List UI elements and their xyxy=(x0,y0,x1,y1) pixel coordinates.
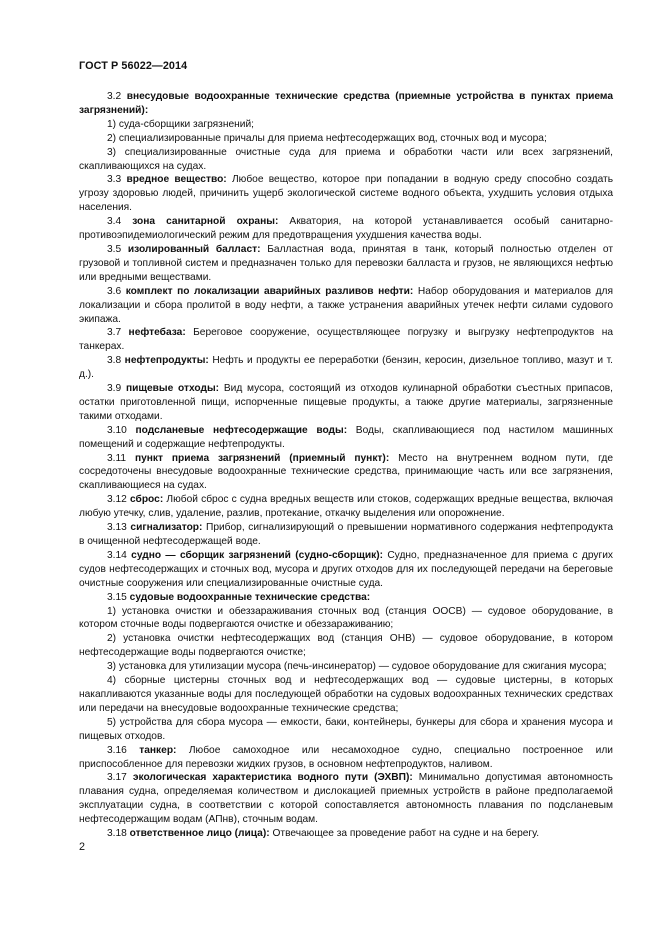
clause-number: 3.17 xyxy=(107,772,127,784)
definition-text: Место на внутреннем водном пути, где сосредоточены внесудовые водоохранные технические средства, принимающие часть или все загрязнения, скапливающиеся на судах. xyxy=(79,452,613,492)
list-item xyxy=(79,146,613,174)
definition-text: 2) установка очистки нефтесодержащих вод (станция ОНВ) — судовое оборудование, в котором нефтесодержащие воды подвергаются очистке; xyxy=(79,633,613,659)
clause-number: 3.6 xyxy=(107,285,122,297)
clause-number: 3.13 xyxy=(107,522,127,534)
clause-number: 3.14 xyxy=(107,549,127,561)
defined-term: сигнализатор: xyxy=(130,522,203,534)
clause-number: 3.15 xyxy=(107,591,127,603)
clause-number: 3.11 xyxy=(107,452,127,464)
definition-paragraph xyxy=(79,591,613,605)
definition-text: 5) устройства для сбора мусора — емкости, баки, контейнеры, бункеры для сбора и хранения мусора и пищевых отходов. xyxy=(79,716,613,742)
page-number: 2 xyxy=(79,841,86,853)
clause-number: 3.2 xyxy=(107,91,122,102)
defined-term: внесудовые водоохранные технические средства (приемные устройства в пунктах приема загрязнений): xyxy=(79,91,613,116)
definition-text: 3) специализированные очистные суда для приема и обработки части или всех загрязнений, скапливающихся на судах. xyxy=(79,146,613,172)
definition-text: 2) специализированные причалы для приема нефтесодержащих вод, сточных вод и мусора; xyxy=(107,132,547,144)
definition-paragraph xyxy=(79,521,613,549)
definition-text: Нефть и продукты ее переработки (бензин, керосин, дизельное топливо, мазут и т. д.). xyxy=(79,355,613,381)
definition-text: 3) установка для утилизации мусора (печь-инсинератор) — судовое оборудование для сжигания мусора; xyxy=(107,661,607,673)
defined-term: сброс: xyxy=(130,494,164,506)
definition-text: Набор оборудования и материалов для локализации и сбора пролитой в воду нефти, а также устранения аварийных утечек нефти силами судового экипажа. xyxy=(79,285,613,325)
definition-paragraph xyxy=(79,173,613,215)
defined-term: судовые водоохранные технические средства: xyxy=(129,591,371,603)
definition-paragraph xyxy=(79,215,613,243)
list-item xyxy=(79,716,613,744)
definition-text: 1) суда-сборщики загрязнений; xyxy=(107,118,254,130)
definition-text: 4) сборные цистерны сточных вод и нефтесодержащих вод — судовые цистерны, в которых накапливаются указанные воды для последующей обработки на судовых водоохранных технических средствах или передачи на внесудовые водоохранные технические средства; xyxy=(79,675,613,714)
definition-paragraph xyxy=(79,354,613,382)
definition-paragraph xyxy=(79,90,613,118)
definition-text: Акватория, на которой устанавливается особый санитарно-противоэпидемиологический режим для предотвращения ухудшения качества воды. xyxy=(79,216,613,242)
definition-paragraph xyxy=(79,382,613,424)
definition-paragraph xyxy=(79,285,613,327)
list-item xyxy=(79,632,613,660)
defined-term: экологическая характеристика водного пути (ЭХВП): xyxy=(132,772,413,784)
defined-term: нефтепродукты: xyxy=(124,355,209,367)
document-header: ГОСТ Р 56022—2014 xyxy=(79,60,188,72)
definition-text: Балластная вода, принятая в танк, который полностью отделен от грузовой и топливной систем и предназначен только для перевозки балласта и грузов, не являющихся нефтью или вредными веществами. xyxy=(79,243,613,283)
definition-text: Отвечающее за проведение работ на судне и на берегу. xyxy=(272,828,540,840)
defined-term: изолированный балласт: xyxy=(127,243,261,255)
definition-paragraph xyxy=(79,744,613,772)
clause-number: 3.5 xyxy=(107,243,122,255)
list-item xyxy=(79,674,613,716)
defined-term: подсланевые нефтесодержащие воды: xyxy=(135,424,348,436)
clause-number: 3.8 xyxy=(107,355,122,367)
definition-text: Любое самоходное или несамоходное судно, специально построенное или приспособленное для перевозки жидких грузов, в основном нефтепродуктов, наливом. xyxy=(79,744,613,770)
definition-text: Береговое сооружение, осуществляющее погрузку и выгрузку нефтепродуктов на танкерах. xyxy=(79,327,613,353)
defined-term: пищевые отходы: xyxy=(125,383,220,395)
definition-text: Любое вещество, которое при попадании в водную среду способно создать угрозу здоровью людей, причинить ущерб экологической системе водного объекта, ухудшить условия отдыха населения. xyxy=(79,174,613,214)
list-item xyxy=(79,660,613,674)
list-item xyxy=(79,132,613,146)
defined-term: ответственное лицо (лица): xyxy=(129,828,270,840)
list-item xyxy=(79,605,613,633)
clause-number: 3.3 xyxy=(107,174,122,186)
clause-number: 3.12 xyxy=(107,494,127,506)
definition-paragraph xyxy=(79,827,613,841)
defined-term: комплект по локализации аварийных разливов нефти: xyxy=(125,285,414,297)
definition-text: Любой сброс с судна вредных веществ или стоков, содержащих вредные вещества, включая любую утечку, слив, удаление, разлив, протекание, откачку выделения или опорожнение. xyxy=(79,494,613,520)
definition-paragraph xyxy=(79,326,613,354)
definition-text: Вид мусора, состоящий из отходов кулинарной обработки съестных припасов, остатки приготовленной пищи, испорченные пищевые продукты, а также другие материалы, загрязненные такими отходами. xyxy=(79,383,614,422)
definition-text: Минимально допустимая автономность плавания судна, определяемая количеством и дислокацией приемных устройств в районе предполагаемой эксплуатации судна, в соответствии с которой сопоставляется автономность плавания по подсланевым нефтесодержащим водам (АПнв), сточным водам. xyxy=(79,772,613,826)
definition-text: Прибор, сигнализирующий о превышении нормативного содержания нефтепродукта в очищенной нефтесодержащей воде. xyxy=(79,522,613,547)
definition-paragraph xyxy=(79,452,613,494)
definition-paragraph xyxy=(79,424,613,452)
clause-number: 3.4 xyxy=(107,216,122,228)
definition-paragraph xyxy=(79,243,613,285)
clause-number: 3.18 xyxy=(107,828,127,840)
clause-number: 3.7 xyxy=(107,327,122,339)
defined-term: вредное вещество: xyxy=(126,174,227,186)
defined-term: нефтебаза: xyxy=(128,327,186,339)
definition-paragraph xyxy=(79,493,613,521)
clause-number: 3.9 xyxy=(107,383,122,395)
definition-text: Воды, скапливающиеся под настилом машинных помещений и содержащие нефтепродукты. xyxy=(79,424,613,450)
defined-term: пункт приема загрязнений (приемный пункт): xyxy=(134,452,390,464)
list-item xyxy=(79,118,613,132)
definition-paragraph xyxy=(79,771,613,827)
definition-paragraph xyxy=(79,549,613,591)
defined-term: судно — сборщик загрязнений (судно-сборщик): xyxy=(131,549,383,561)
clause-number: 3.10 xyxy=(107,424,127,436)
definition-text: Судно, предназначенное для приема с других судов нефтесодержащих и сточных вод, мусора и других отходов для их последующей передачи на береговые очистные сооружения или специализированные очистные суда. xyxy=(79,549,613,589)
defined-term: зона санитарной охраны: xyxy=(132,216,279,228)
definition-text: 1) установка очистки и обеззараживания сточных вод (станция ООСВ) — судовое оборудование, в котором сточные воды подвергаются очистке и обеззараживанию; xyxy=(79,605,613,631)
defined-term: танкер: xyxy=(139,744,177,756)
clause-number: 3.16 xyxy=(107,744,127,756)
document-body xyxy=(79,90,613,841)
